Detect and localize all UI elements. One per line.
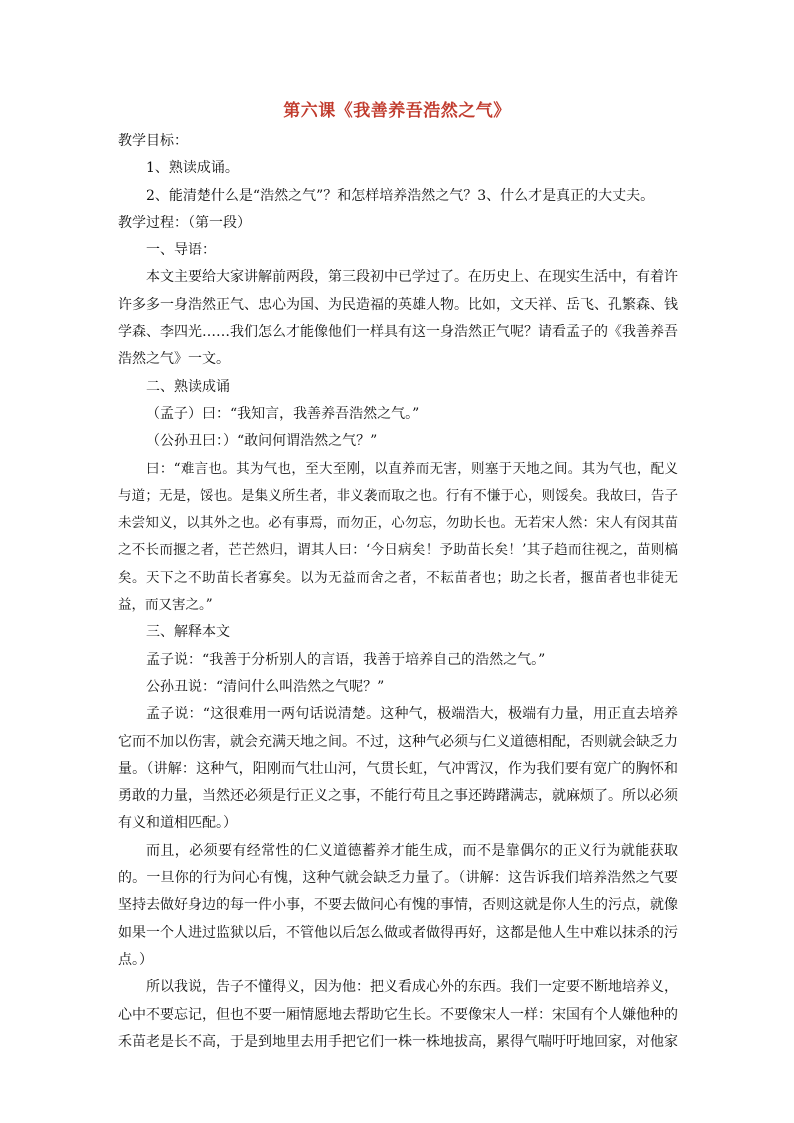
process-heading: 教学过程：（第一段） — [118, 214, 251, 231]
objective-item-1: 1、熟读成诵。 — [146, 160, 239, 177]
explain-paragraph-3: 所以我说，告子不懂得义，因为他：把义看成心外的东西。我们一定要不断地培养义，心中不要忘记，但也不要一厢情愿地去帮助它生长。不要像宋人一样：宋国有个人嫌他种的禾苗老是长不高，于是到地里去用手把它们一株一株地拔高，累得气喘吁吁地回家，对他家 — [118, 979, 678, 1050]
intro-paragraph: 本文主要给大家讲解前两段，第三段初中已学过了。在历史上、在现实生活中，有着许许多多一身浩然正气、忠心为国、为民造福的英雄人物。比如，文天祥、岳飞、孔繁森、钱学森、李四光……我们怎么才能像他们一样具有这一身浩然正气呢？请看孟子的《我善养吾浩然之气》一文。 — [118, 269, 678, 368]
recite-line-1: （孟子）曰：“我知言，我善养吾浩然之气。” — [146, 405, 420, 422]
objective-item-2-3: 2、能清楚什么是“浩然之气”？和怎样培养浩然之气？3、什么才是真正的大丈夫。 — [146, 187, 655, 204]
explain-heading: 三、解释本文 — [146, 624, 230, 641]
explain-paragraph-1: 孟子说：“这很难用一两句话说清楚。这种气，极端浩大，极端有力量，用正直去培养它而不加以伤害，就会充满天地之间。不过，这种气必须与仁义道德相配，否则就会缺乏力量。（讲解：这种气，阳刚而气壮山河，气贯长虹，气冲霄汉，作为我们要有宽广的胸怀和勇敢的力量，当然还必须是行正义之事，不能行苟且之事还踌躇满志，就麻烦了。所以必须有义和道相匹配。） — [118, 706, 678, 832]
explain-line-1: 孟子说：“我善于分析别人的言语，我善于培养自己的浩然之气。” — [146, 651, 546, 668]
recite-paragraph: 曰：“难言也。其为气也，至大至刚，以直养而无害，则塞于天地之间。其为气也，配义与道；无是，馁也。是集义所生者，非义袭而取之也。行有不慊于心，则馁矣。我故曰，告子未尝知义，以其外之也。必有事焉，而勿正，心勿忘，勿助长也。无若宋人然：宋人有闵其苗之不长而揠之者，芒芒然归，谓其人曰：‘今日病矣！予助苗长矣！’其子趋而往视之，苗则槁矣。天下之不助苗长者寡矣。以为无益而舍之者，不耘苗者也；助之长者，揠苗者也非徒无益，而又害之。” — [118, 460, 678, 614]
recite-line-2: （公孙丑曰：）“敢问何谓浩然之气？” — [146, 433, 378, 450]
recite-heading: 二、熟读成诵 — [146, 378, 230, 395]
page-title: 第六课《我善养吾浩然之气》 — [283, 101, 511, 121]
document-body — [118, 128, 678, 1056]
objectives-heading: 教学目标： — [118, 133, 188, 149]
explain-line-2: 公孙丑说：“清问什么叫浩然之气呢？” — [146, 678, 385, 695]
explain-paragraph-2: 而且，必须要有经常性的仁义道德蓄养才能生成，而不是靠偶尔的正义行为就能获取的。一旦你的行为问心有愧，这种气就会缺乏力量了。（讲解：这告诉我们培养浩然之气要坚持去做好身边的每一件小事，不要去做问心有愧的事情，否则这就是你人生的污点，就像如果一个人进过监狱以后，不管他以后怎么做或者做得再好，这都是他人生中难以抹杀的污点。） — [118, 842, 678, 968]
intro-heading: 一、导语： — [146, 242, 216, 259]
